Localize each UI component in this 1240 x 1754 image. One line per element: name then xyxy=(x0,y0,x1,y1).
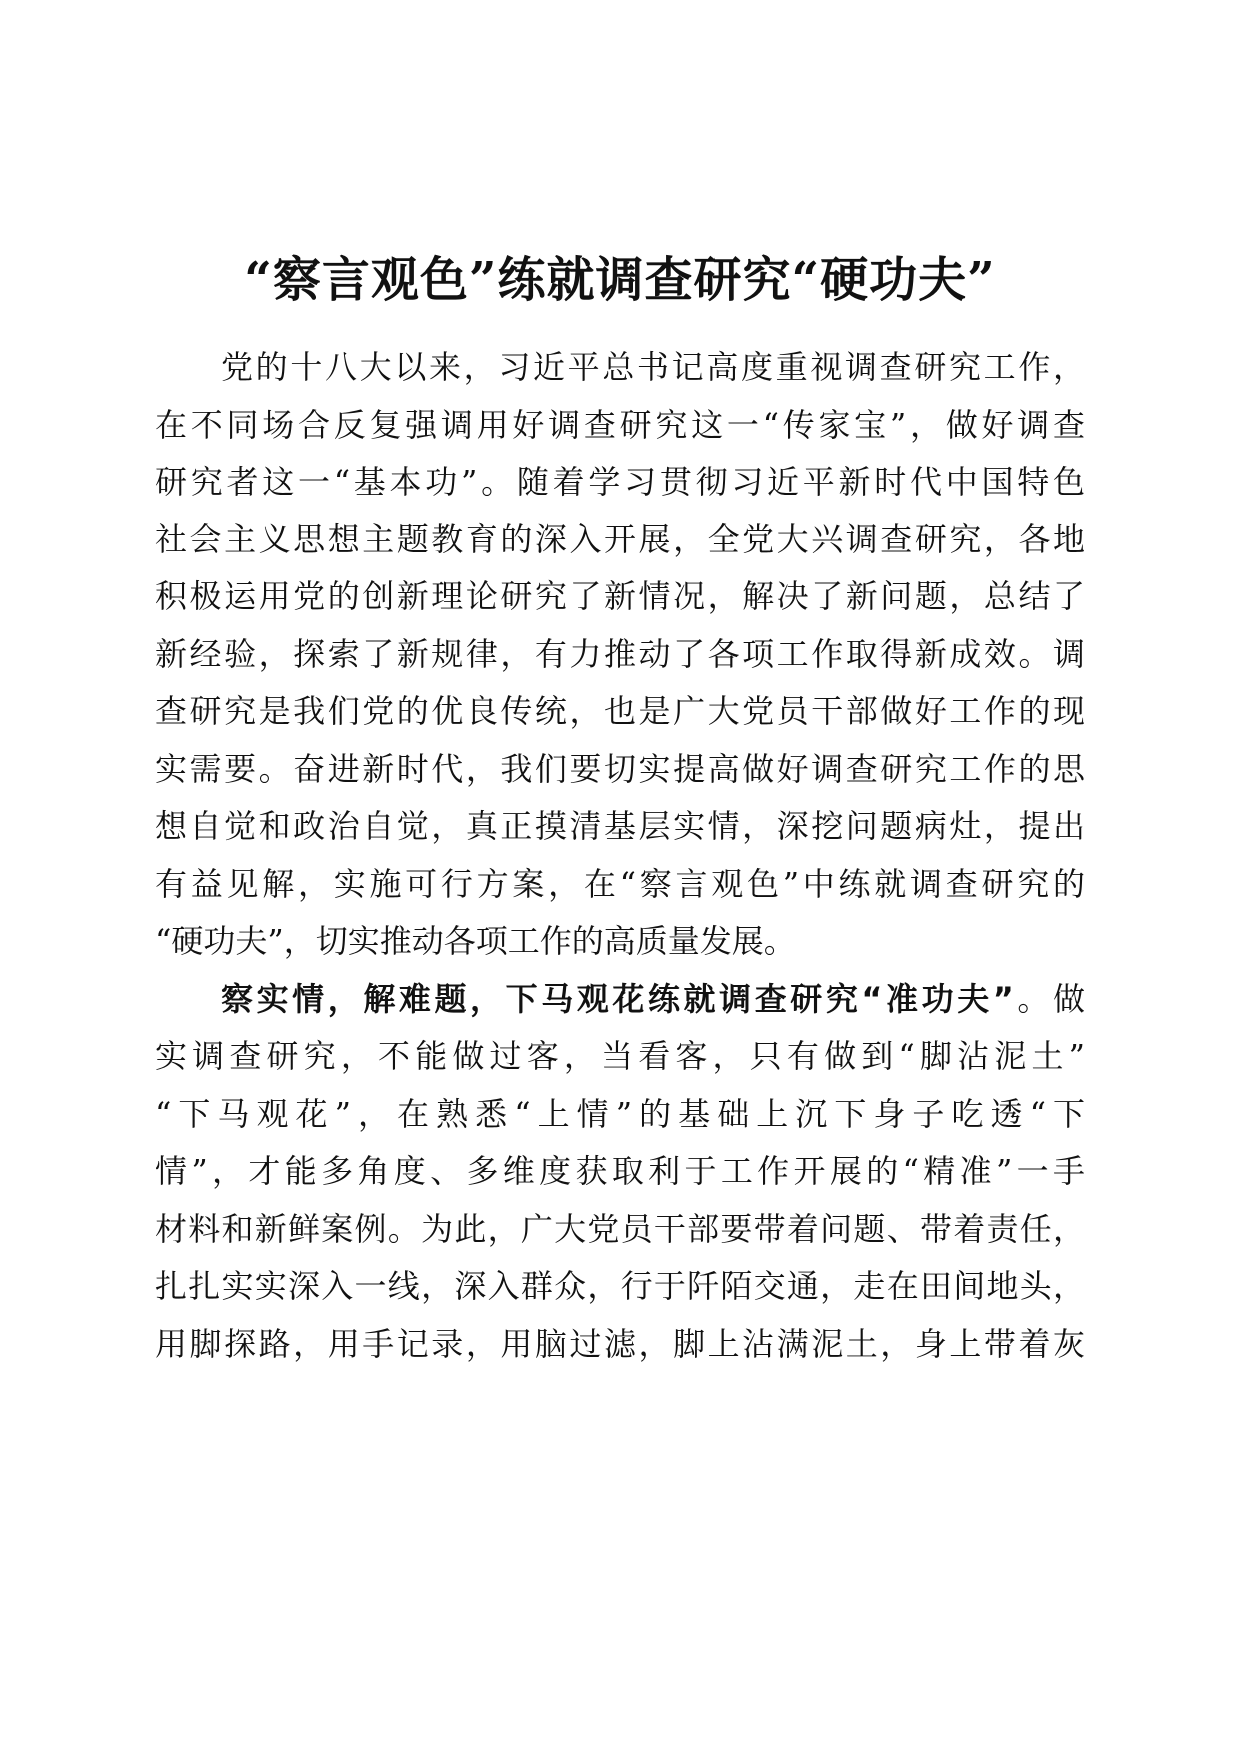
document-title: “察言观色”练就调查研究“硬功夫” xyxy=(244,252,996,308)
paragraph-2-line: 实调查研究，不能做过客，当看客，只有做到“脚沾泥土” xyxy=(155,1037,1085,1075)
paragraph-1-line: 社会主义思想主题教育的深入开展，全党大兴调查研究，各地 xyxy=(155,520,1085,558)
paragraph-1-line: 研究者这一“基本功”。随着学习贯彻习近平新时代中国特色 xyxy=(155,463,1085,501)
section-heading: 察实情，解难题，下马观花练就调查研究“准功夫” xyxy=(221,980,1014,1018)
paragraph-2-line: 材料和新鲜案例。为此，广大党员干部要带着问题、带着责任， xyxy=(155,1210,1085,1248)
paragraph-2-line: 扎扎实实深入一线，深入群众，行于阡陌交通，走在田间地头， xyxy=(155,1267,1085,1305)
paragraph-2-line: “下马观花”，在熟悉“上情”的基础上沉下身子吃透“下 xyxy=(155,1095,1085,1133)
paragraph-1-line: 积极运用党的创新理论研究了新情况，解决了新问题，总结了 xyxy=(155,577,1085,615)
paragraph-1-line: 实需要。奋进新时代，我们要切实提高做好调查研究工作的思 xyxy=(155,750,1085,788)
paragraph-2-line: 情”，才能多角度、多维度获取利于工作开展的“精准”一手 xyxy=(155,1152,1085,1190)
paragraph-1-line: 党的十八大以来，习近平总书记高度重视调查研究工作， xyxy=(221,348,1085,386)
paragraph-1-line: 在不同场合反复强调用好调查研究这一“传家宝”，做好调查 xyxy=(155,406,1085,444)
paragraph-1-line: “硬功夫”，切实推动各项工作的高质量发展。 xyxy=(155,922,796,960)
paragraph-1-line: 有益见解，实施可行方案，在“察言观色”中练就调查研究的 xyxy=(155,865,1085,903)
paragraph-2-first-line xyxy=(221,979,1085,1019)
paragraph-1-line: 新经验，探索了新规律，有力推动了各项工作取得新成效。调 xyxy=(155,635,1085,673)
paragraph-1-line: 想自觉和政治自觉，真正摸清基层实情，深挖问题病灶，提出 xyxy=(155,807,1085,845)
paragraph-2-lead-tail: 。做 xyxy=(1013,980,1085,1018)
paragraph-2-line: 用脚探路，用手记录，用脑过滤，脚上沾满泥土，身上带着灰 xyxy=(155,1325,1085,1363)
paragraph-1-line: 查研究是我们党的优良传统，也是广大党员干部做好工作的现 xyxy=(155,692,1085,730)
